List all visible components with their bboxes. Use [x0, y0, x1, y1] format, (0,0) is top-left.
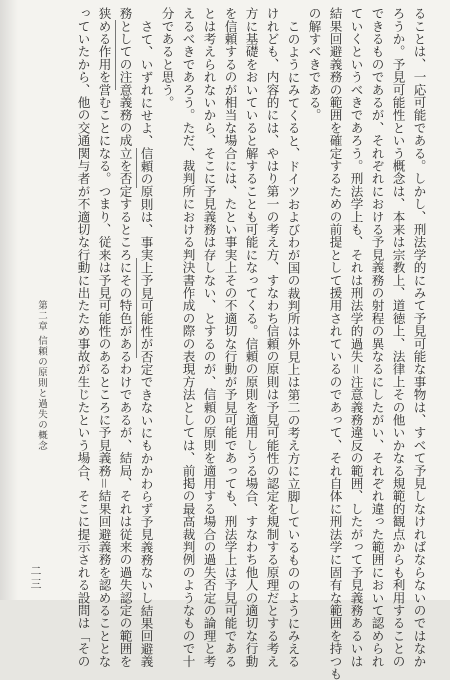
text-column: を信頼するのが相当な場合には、たとい事実上その不適切な行動が予見可能であっても、刑法学上は予見可能である [222, 7, 238, 668]
pencil-underline [115, 20, 116, 90]
text-column: 狭める作用を営むことになる。つまり、従来は予見可能性のあるところに予見義務＝結果回避義務を認めることとな [96, 7, 112, 668]
running-head: 第二章 信頼の原則と過失の概念 [36, 300, 47, 452]
text-column: このようにみてくると、ドイツおよびわが国の裁判所は外見上は第二の考え方に立脚しているもののようにみえる [285, 20, 301, 668]
page-number: 二三 [29, 565, 42, 591]
text-column: の解すべきである。 [306, 7, 322, 122]
text-column: ることは、一応可能である。しかし、刑法学的にみて予見可能な事物は、すべて予見しなければならないのではなか [411, 7, 427, 668]
text-column: えるべきであろう。ただ、裁判所における判決書作成の際の表現方法としては、前掲の最高裁判例のようなもので十 [180, 7, 196, 668]
text-column: 務としての注意義務の成立を否定するところにその特色があるわけであるが、結局、それは従来の過失認定の範囲を [117, 7, 133, 668]
text-column: 分であると思う。 [159, 7, 175, 109]
text-column: 方に基礎をおいていると解することも可能になってくる。信頼の原則を適用しうる場合、すなわち他人の適切な行動 [243, 7, 259, 668]
binding-shadow [0, 0, 18, 600]
text-column: 結果回避義務の範囲を確定するための前提として援用されているのであって、それ自体に刑法学に固有な範囲を持つも [327, 7, 343, 680]
text-column: できるものであるが、それぞれにおける予見義務の射程の異なるにしたがい、それぞれ違った範囲において認められ [369, 7, 385, 668]
pencil-underline [136, 258, 137, 358]
text-column: けれども、内容的には、やはり第一の考え方、すなわち信頼の原則は予見可能性の認定を規制する原理だとする考え [264, 7, 280, 668]
text-column: っていたから、他の交通関与者が不適切な行動に出たため事故が生じたという場合、そこに提示される設問は「その [75, 7, 91, 668]
text-column: ろうか。予見可能性という概念は、本来は宗教上、道徳上、法律上その他いかなる規範的観点からも利用することの [390, 7, 406, 668]
text-column: ていくというべきであろう。刑法学上も、それは刑法学的過失＝注意義務違反の範囲、したがって予見義務あるいは [348, 7, 364, 668]
text-column: とは考えられないから、そこに予見義務は存しない、とするのが、信頼の原則を適用する場合の過失否定の論理と考 [201, 7, 217, 668]
pencil-underline [136, 148, 137, 188]
text-column: さて、いずれにせよ、信頼の原則は、事実上予見可能性が否定できないにもかかわらず予見義務ないし結果回避義 [138, 20, 154, 668]
